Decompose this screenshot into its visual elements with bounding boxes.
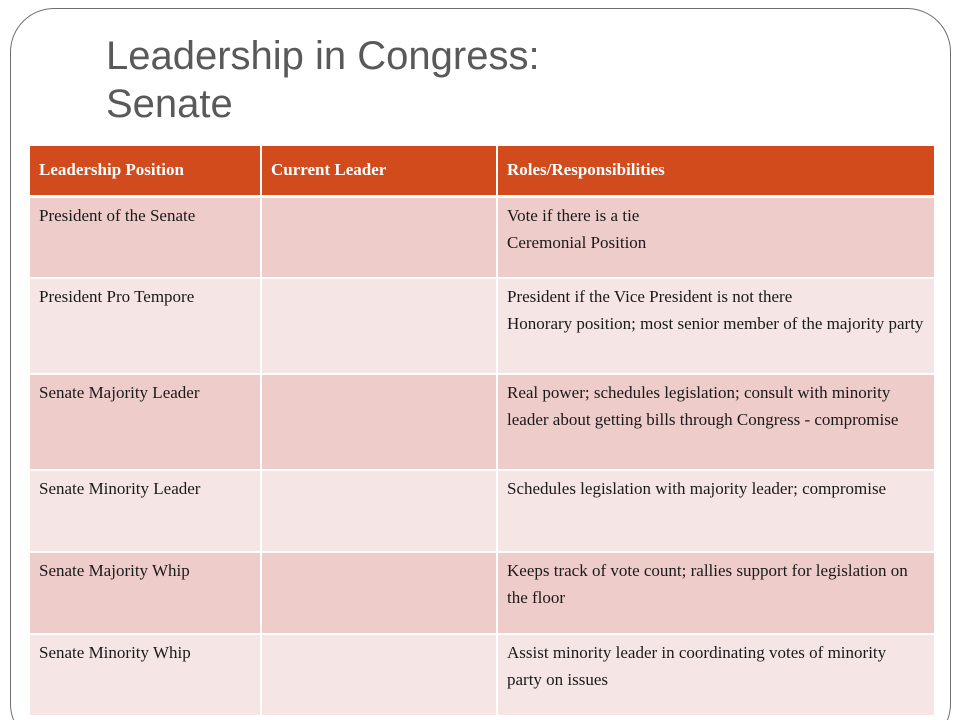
cell-roles	[497, 374, 934, 470]
header-current-leader: Current Leader	[261, 146, 497, 196]
cell-roles	[497, 552, 934, 634]
role-line: Vote if there is a tie	[507, 205, 640, 225]
slide-title	[106, 32, 540, 128]
slide-title-line-1: Leadership in Congress:	[106, 34, 540, 78]
cell-position: President of the Senate	[30, 196, 261, 278]
table-row	[30, 374, 934, 470]
cell-current-leader	[261, 196, 497, 278]
cell-roles	[497, 196, 934, 278]
cell-current-leader	[261, 634, 497, 716]
cell-position: President Pro Tempore	[30, 278, 261, 374]
slide-title-line-2: Senate	[106, 82, 233, 126]
cell-current-leader	[261, 278, 497, 374]
table-row	[30, 634, 934, 716]
cell-position: Senate Minority Leader	[30, 470, 261, 552]
table-row	[30, 552, 934, 634]
table-row	[30, 470, 934, 552]
role-line: President if the Vice President is not there	[507, 287, 793, 306]
cell-current-leader	[261, 470, 497, 552]
cell-position: Senate Minority Whip	[30, 634, 261, 716]
table-header-row	[30, 146, 934, 196]
cell-roles	[497, 634, 934, 716]
cell-roles	[497, 470, 934, 552]
role-line: Ceremonial Position	[507, 232, 647, 252]
cell-roles	[497, 278, 934, 374]
cell-position: Senate Majority Whip	[30, 552, 261, 634]
role-line: Assist minority leader in coordinating votes of minority party on issues	[507, 643, 887, 689]
role-line: Honorary position; most senior member of the majority party	[507, 314, 924, 333]
cell-current-leader	[261, 374, 497, 470]
role-line: Real power; schedules legislation; consult with minority leader about getting bills through Congress - compromise	[507, 383, 899, 429]
leadership-table	[30, 146, 934, 717]
header-leadership-position: Leadership Position	[30, 146, 261, 196]
header-roles-responsibilities: Roles/Responsibilities	[497, 146, 934, 196]
role-line: Keeps track of vote count; rallies support for legislation on the floor	[507, 561, 908, 607]
role-line: Schedules legislation with majority leader; compromise	[507, 479, 887, 498]
cell-current-leader	[261, 552, 497, 634]
table-row	[30, 196, 934, 278]
cell-position: Senate Majority Leader	[30, 374, 261, 470]
table-row	[30, 278, 934, 374]
